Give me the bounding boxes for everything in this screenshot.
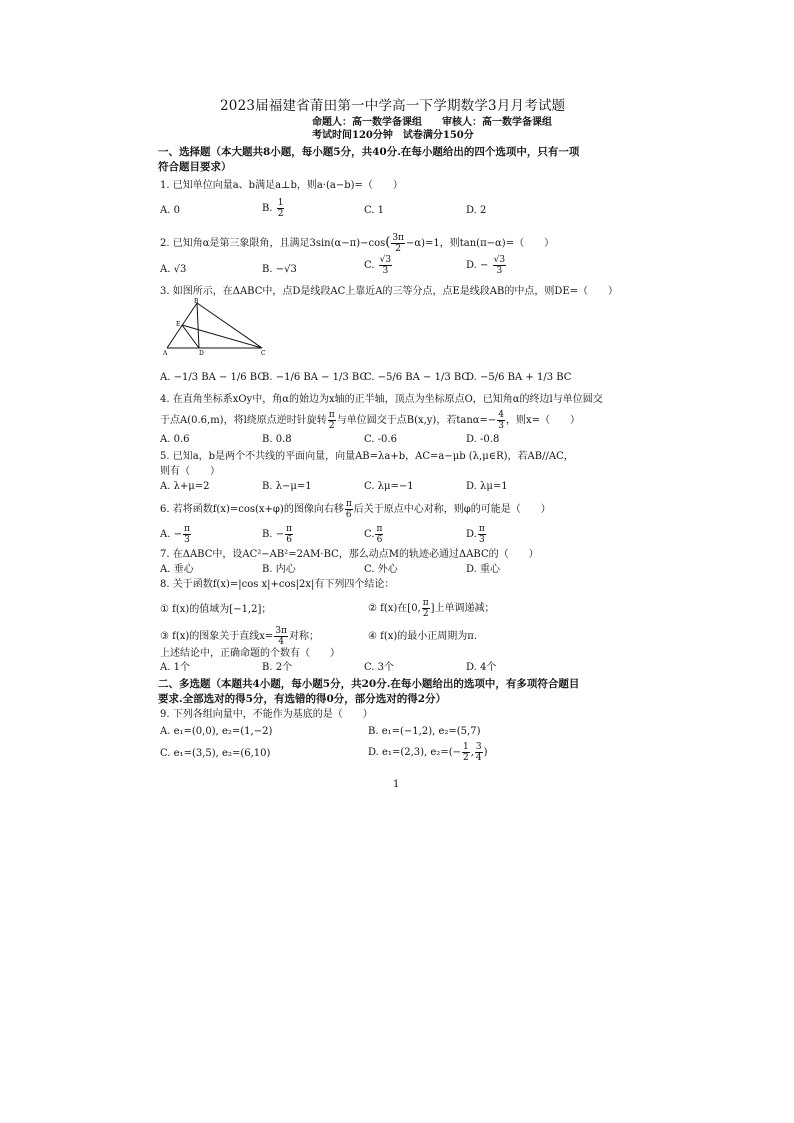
q6-stem-pre: 6. 若将函数f(x)=cos(x+φ)的图像向右移 xyxy=(160,504,344,515)
q9-d-pre: D. e₁=(2,3), e₂=(− xyxy=(368,747,461,758)
q4-line2-mid: 与单位圆交于点B(x,y)，若tanα=− xyxy=(336,415,497,426)
label-d: D xyxy=(199,350,204,357)
authors-line: 命题人：高一数学备课组 审核人：高一数学备课组 xyxy=(312,117,552,128)
q4-frac2-den: 3 xyxy=(498,421,505,431)
q6-option-d-frac xyxy=(478,524,486,545)
q8-c2-num: π xyxy=(422,598,429,608)
q4-frac2-num: 4 xyxy=(498,410,505,420)
q6-stem-post: 后关于原点中心对称，则φ的可能是（ ） xyxy=(353,504,551,515)
q9-d-den1: 2 xyxy=(462,753,469,763)
q2-option-b: B. −√3 xyxy=(262,264,297,275)
q1-option-a: A. 0 xyxy=(160,205,180,216)
q1-option-b xyxy=(262,198,285,219)
label-c: C xyxy=(261,350,266,357)
q8-option-a: A. 1个 xyxy=(160,662,190,673)
q6-option-b-frac xyxy=(285,524,293,545)
q8-c3-frac xyxy=(274,626,288,647)
q7-option-b: B. 内心 xyxy=(262,564,296,575)
q2-option-d-den: 3 xyxy=(496,266,503,276)
q8-stem: 8. 关于函数f(x)=|cos x|+cos|2x|有下列四个结论： xyxy=(160,579,395,590)
q9-d-frac1 xyxy=(462,742,470,763)
q8-option-b: B. 2个 xyxy=(262,662,293,673)
q8-conclusion-3 xyxy=(160,626,319,647)
q7-option-d: D. 重心 xyxy=(466,564,501,575)
q3-option-b: B. −1/6 BA − 1/3 BC xyxy=(262,372,368,383)
q2-option-d-label: D. − xyxy=(466,260,489,271)
page-title: 2023届福建省莆田第一中学高一下学期数学3月月考试题 xyxy=(220,98,566,114)
q4-frac1-num: π xyxy=(328,410,335,420)
q4-line2 xyxy=(160,410,580,431)
q9-option-d xyxy=(368,742,488,763)
q6-option-c xyxy=(364,524,384,545)
section2-heading-cont: 要求.全部选对的得5分，有选错的得0分，部分选对的得2分） xyxy=(158,693,447,705)
q6-option-b-num: π xyxy=(286,524,293,534)
q5-line1: 5. 已知a，b是两个不共线的平面向量，向量AB=λa+b，AC=a−μb (λ,μ∈R)，若AB//AC， xyxy=(160,451,574,462)
q1-option-b-den: 2 xyxy=(277,209,284,219)
q4-frac1 xyxy=(328,410,336,431)
side-bc xyxy=(197,303,262,348)
q1-option-b-frac xyxy=(277,198,285,219)
q3-option-a: A. −1/3 BA − 1/6 BC xyxy=(160,372,265,383)
q9-d-den2: 4 xyxy=(475,753,482,763)
q9-d-post: ) xyxy=(483,747,488,758)
page-number: 1 xyxy=(393,779,400,790)
q2-option-d xyxy=(466,255,507,276)
q6-frac-den: 6 xyxy=(345,510,352,520)
q2-stem xyxy=(160,233,554,254)
q4-frac2 xyxy=(497,410,505,431)
q7-stem: 7. 在ΔABC中，设AC²−AB²=2AM·BC，那么动点M的轨迹必通过ΔABC的（ ） xyxy=(160,549,539,560)
q3-option-c: C. −5/6 BA − 1/3 BC xyxy=(364,372,470,383)
q6-option-c-num: π xyxy=(376,524,383,534)
q8-c3-num: 3π xyxy=(275,626,287,636)
q2-option-c-den: 3 xyxy=(382,266,389,276)
exam-info-line: 考试时间120分钟 试卷满分150分 xyxy=(312,130,474,141)
q2-option-d-num: √3 xyxy=(493,255,506,265)
q2-stem-frac xyxy=(391,233,405,254)
q6-option-a-label: A. − xyxy=(160,529,182,540)
q7-option-c: C. 外心 xyxy=(364,564,398,575)
q2-frac-den: 2 xyxy=(395,244,402,254)
q2-option-c-num: √3 xyxy=(379,255,392,265)
q5-option-d: D. λμ=1 xyxy=(466,481,508,492)
q4-option-d: D. -0.8 xyxy=(466,434,500,445)
q8-conclusion-2 xyxy=(368,598,495,619)
q8-summary: 上述结论中，正确命题的个数有（ ） xyxy=(160,648,340,659)
q4-frac1-den: 2 xyxy=(328,421,335,431)
q2-option-c-label: C. xyxy=(364,260,375,271)
q2-paren: ( xyxy=(385,235,391,250)
q1-option-b-num: 1 xyxy=(277,198,284,208)
label-b: B xyxy=(194,298,199,305)
q6-option-c-frac xyxy=(375,524,383,545)
q6-option-a-num: π xyxy=(183,524,190,534)
q5-option-a: A. λ+μ=2 xyxy=(160,481,210,492)
q8-option-c: C. 3个 xyxy=(364,662,395,673)
section2-heading: 二、多选题（本题共4小题，每小题5分，共20分.在每小题给出的选项中，有多项符合题目 xyxy=(158,678,580,690)
q2-frac-num: 3π xyxy=(392,233,404,243)
q8-c2-frac xyxy=(422,598,430,619)
q2-option-c xyxy=(364,255,393,276)
q2-stem-pre: 2. 已知角α是第三象限角，且满足3sin(α−π)−cos xyxy=(160,238,386,249)
q8-conclusion-1: ① f(x)的值域为[−1,2]； xyxy=(160,604,272,615)
q9-option-b: B. e₁=(−1,2), e₂=(5,7) xyxy=(368,726,481,737)
q4-line1: 4. 在直角坐标系xOy中，角α的始边为x轴的正半轴，顶点为坐标原点O，已知角α的终边l与单位圆交 xyxy=(160,394,603,405)
label-e: E xyxy=(176,321,181,328)
q7-option-a: A. 垂心 xyxy=(160,564,194,575)
q8-c3-pre: ③ f(x)的图象关于直线x= xyxy=(160,631,274,642)
q9-d-frac2 xyxy=(475,742,483,763)
q9-d-mid: , xyxy=(470,747,474,758)
q6-option-a xyxy=(160,524,192,545)
segment-bd xyxy=(197,303,199,348)
q6-option-d-den: 3 xyxy=(478,535,485,545)
q2-option-a: A. √3 xyxy=(160,264,187,275)
section1-heading-cont: 符合题目要求） xyxy=(158,161,232,173)
q4-line2-pre: 于点A(0.6,m)，将l绕原点逆时针旋转 xyxy=(160,415,327,426)
q9-stem: 9. 下列各组向量中，不能作为基底的是（ ） xyxy=(160,709,373,720)
q6-option-b xyxy=(262,524,294,545)
q5-option-b: B. λ−μ=1 xyxy=(262,481,312,492)
q2-option-c-frac xyxy=(379,255,392,276)
q1-option-d: D. 2 xyxy=(466,205,487,216)
q6-stem-frac xyxy=(345,499,353,520)
q4-option-c: C. -0.6 xyxy=(364,434,397,445)
q6-option-b-den: 6 xyxy=(286,535,292,545)
q8-c2-den: 2 xyxy=(422,609,429,619)
q6-option-a-den: 3 xyxy=(184,535,190,545)
q1-option-b-label: B. xyxy=(262,203,273,214)
section1-heading: 一、选择题（本大题共8小题，每小题5分，共40分.在每小题给出的四个选项中，只有一项 xyxy=(158,146,580,158)
q8-c3-post: 对称； xyxy=(288,631,319,642)
q2-option-d-frac xyxy=(493,255,506,276)
q6-option-d xyxy=(466,524,487,545)
q1-option-c: C. 1 xyxy=(364,205,385,216)
q9-d-num2: 3 xyxy=(475,742,482,752)
q4-line2-post: ，则x=（ ） xyxy=(506,415,581,426)
q3-triangle-figure xyxy=(162,298,272,358)
q6-option-c-den: 6 xyxy=(376,535,383,545)
q3-option-d: D. −5/6 BA + 1/3 BC xyxy=(466,372,572,383)
label-a: A xyxy=(163,350,168,357)
q8-c2-post: ]上单调递减； xyxy=(430,603,495,614)
q3-stem: 3. 如图所示，在ΔABC中，点D是线段AC上靠近A的三等分点，点E是线段AB的中点，则DE=（ ） xyxy=(160,286,619,297)
segment-ec xyxy=(182,325,262,348)
q9-option-a: A. e₁=(0,0), e₂=(1,−2) xyxy=(160,726,273,737)
q6-option-d-num: π xyxy=(478,524,485,534)
q1-stem: 1. 已知单位向量a、b满足a⊥b，则a·(a−b)=（ ） xyxy=(160,180,403,191)
q6-option-c-label: C. xyxy=(364,529,375,540)
q8-option-d: D. 4个 xyxy=(466,662,497,673)
q9-d-num1: 1 xyxy=(462,742,469,752)
q8-c2-pre: ② f(x)在[0, xyxy=(368,603,421,614)
q6-option-a-frac xyxy=(183,524,191,545)
q2-stem-post: −α)=1，则tan(π−α)=（ ） xyxy=(405,238,555,249)
q8-c3-den: 4 xyxy=(278,637,284,647)
q6-option-b-label: B. − xyxy=(262,529,285,540)
q6-stem xyxy=(160,499,551,520)
q9-option-c: C. e₁=(3,5), e₂=(6,10) xyxy=(160,748,271,759)
q6-option-d-label: D. xyxy=(466,529,477,540)
q6-frac-num: π xyxy=(345,499,352,509)
q4-option-a: A. 0.6 xyxy=(160,434,190,445)
q5-option-c: C. λμ=−1 xyxy=(364,481,414,492)
q8-conclusion-4: ④ f(x)的最小正周期为π. xyxy=(368,631,478,642)
q4-option-b: B. 0.8 xyxy=(262,434,292,445)
q5-line2: 则有（ ） xyxy=(160,466,220,477)
segment-de xyxy=(182,325,199,348)
